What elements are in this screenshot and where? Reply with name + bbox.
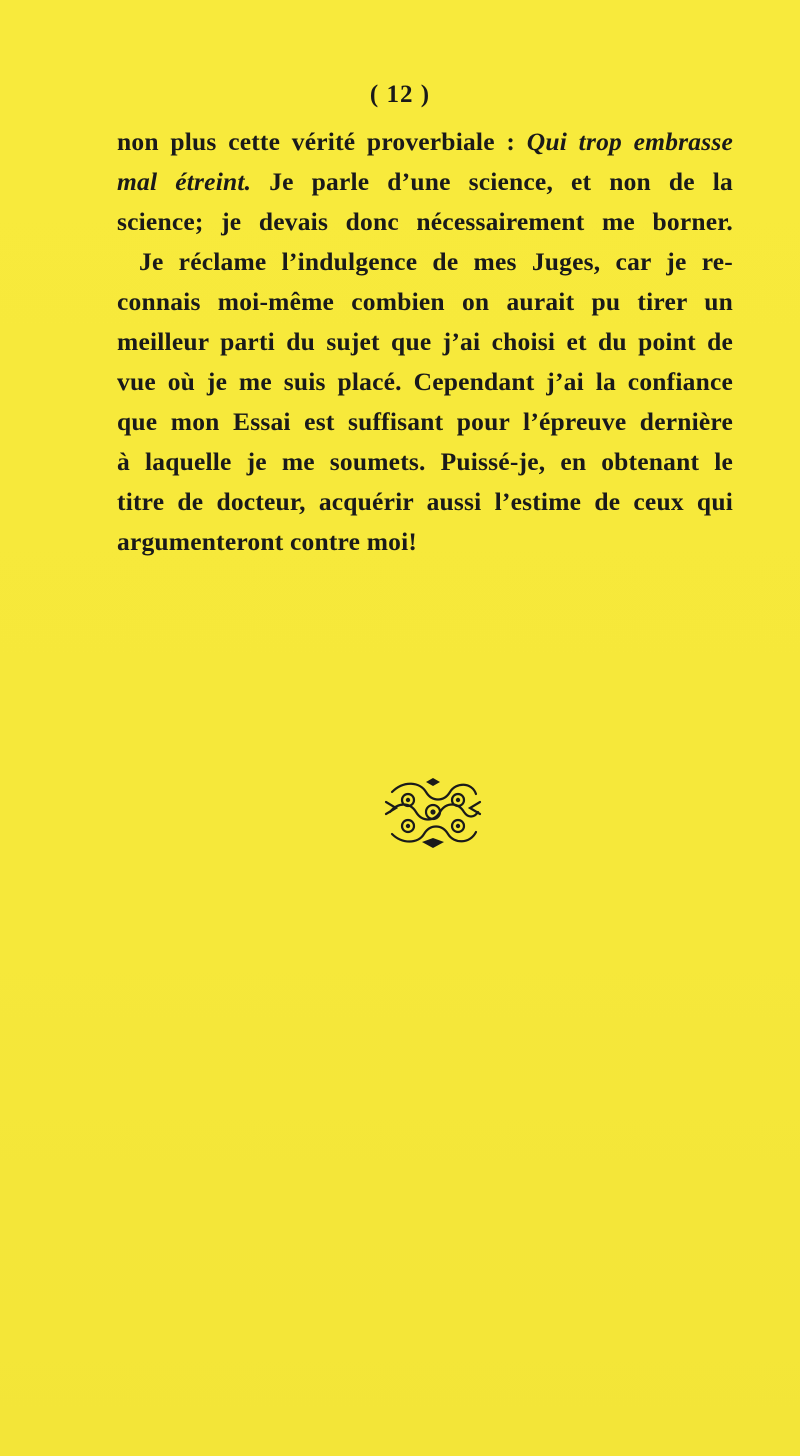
text-line bbox=[117, 522, 733, 562]
italic-phrase: Qui trop embrasse bbox=[526, 127, 733, 156]
text-run: non plus cette vérité proverbiale : bbox=[117, 127, 527, 156]
text-run: meilleur parti du sujet que j’ai choisi et du point de bbox=[117, 327, 733, 356]
text-line bbox=[117, 402, 733, 442]
body-paragraph bbox=[117, 122, 733, 562]
text-line bbox=[117, 482, 733, 522]
text-run: Je parle d’une science, et non de la bbox=[251, 167, 733, 196]
text-run: Je réclame l’indulgence de mes Juges, car je re- bbox=[139, 247, 733, 276]
page-number: ( 12 ) bbox=[369, 81, 431, 108]
fleuron-ornament-icon bbox=[382, 778, 484, 848]
text-run: argumenteront contre moi! bbox=[117, 527, 418, 556]
text-run: science; je devais donc nécessairement me borner. bbox=[117, 207, 733, 236]
text-run: à laquelle je me soumets. Puissé-je, en obtenant le bbox=[117, 447, 733, 476]
text-line bbox=[117, 202, 733, 242]
text-line bbox=[117, 122, 733, 162]
text-line bbox=[117, 322, 733, 362]
text-run: vue où je me suis placé. Cependant j’ai la confiance bbox=[117, 367, 733, 396]
text-line bbox=[117, 162, 733, 202]
text-line bbox=[117, 442, 733, 482]
text-line bbox=[117, 362, 733, 402]
italic-phrase: mal étreint. bbox=[117, 167, 252, 196]
text-line bbox=[117, 242, 733, 282]
text-run: connais moi-même combien on aurait pu tirer un bbox=[117, 287, 733, 316]
text-run: que mon Essai est suffisant pour l’épreuve dernière bbox=[117, 407, 733, 436]
text-line bbox=[117, 282, 733, 322]
text-run: titre de docteur, acquérir aussi l’estime de ceux qui bbox=[117, 487, 733, 516]
